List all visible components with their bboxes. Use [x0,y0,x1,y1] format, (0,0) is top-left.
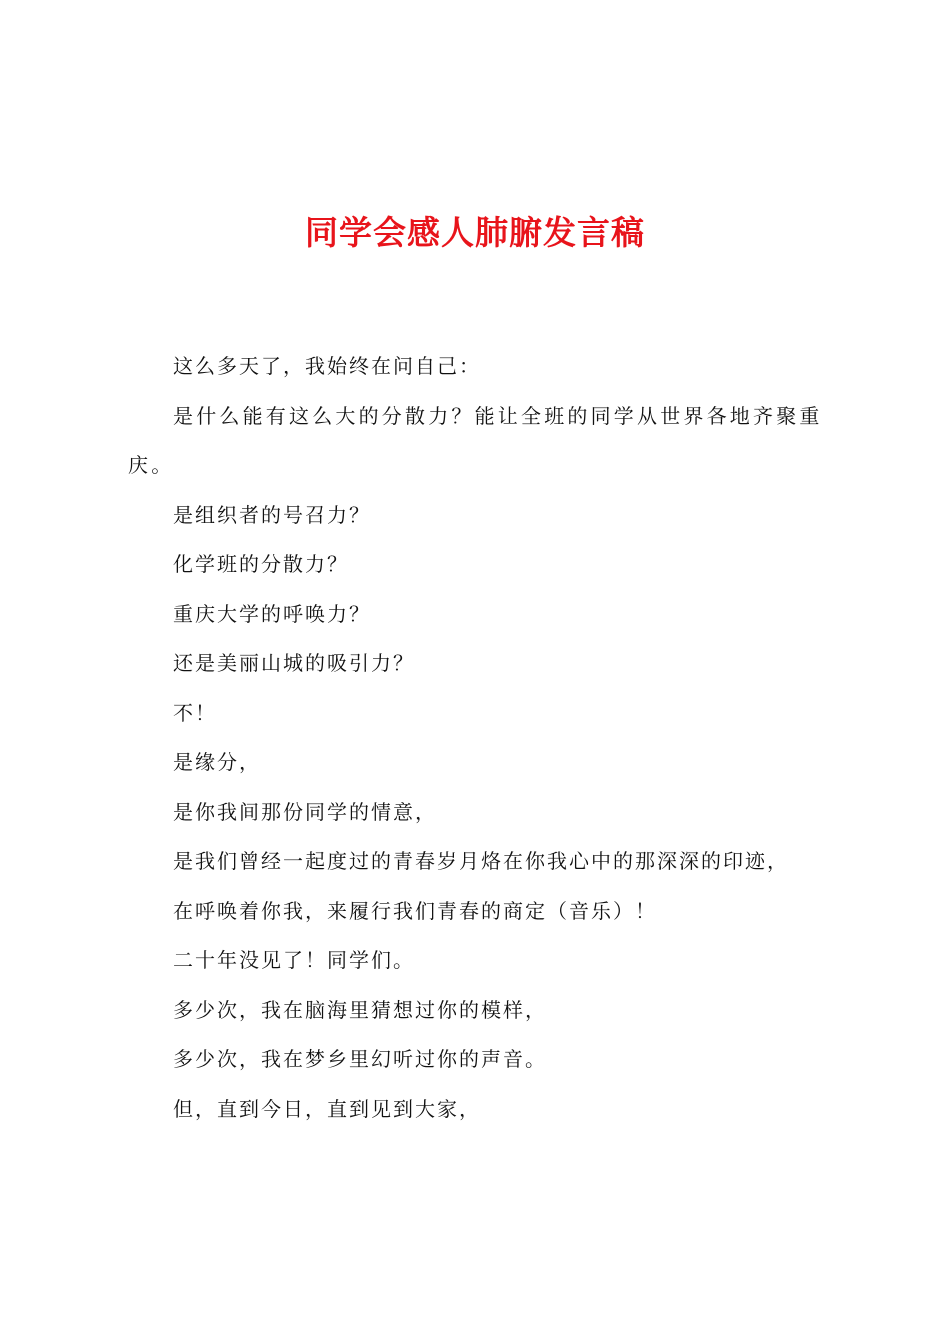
paragraph: 化学班的分散力？ [173,552,349,576]
paragraph: 是你我间那份同学的情意， [173,799,437,824]
paragraph: 但，直到今日，直到见到大家， [173,1096,481,1121]
paragraph: 这么多天了，我始终在问自己： [173,354,481,378]
paragraph: 多少次，我在脑海里猜想过你的模样， [173,997,547,1022]
paragraph: 是缘分， [173,750,261,774]
paragraph: 是我们曾经一起度过的青春岁月烙在你我心中的那深深的印迹， [173,849,789,873]
document-title: 同学会感人肺腑发言稿 [305,213,645,252]
paragraph: 是组织者的号召力？ [173,502,371,527]
paragraph: 在呼唤着你我，来履行我们青春的商定（音乐）！ [173,898,657,923]
paragraph: 不！ [173,700,217,725]
paragraph: 重庆大学的呼唤力？ [173,601,371,626]
paragraph: 二十年没见了！同学们。 [173,948,415,972]
document-body [128,342,836,1134]
paragraph: 是什么能有这么大的分散力？能让全班的同学从世界各地齐聚重庆。 [128,403,823,477]
paragraph: 还是美丽山城的吸引力？ [173,651,415,675]
paragraph: 多少次，我在梦乡里幻听过你的声音。 [173,1047,547,1071]
